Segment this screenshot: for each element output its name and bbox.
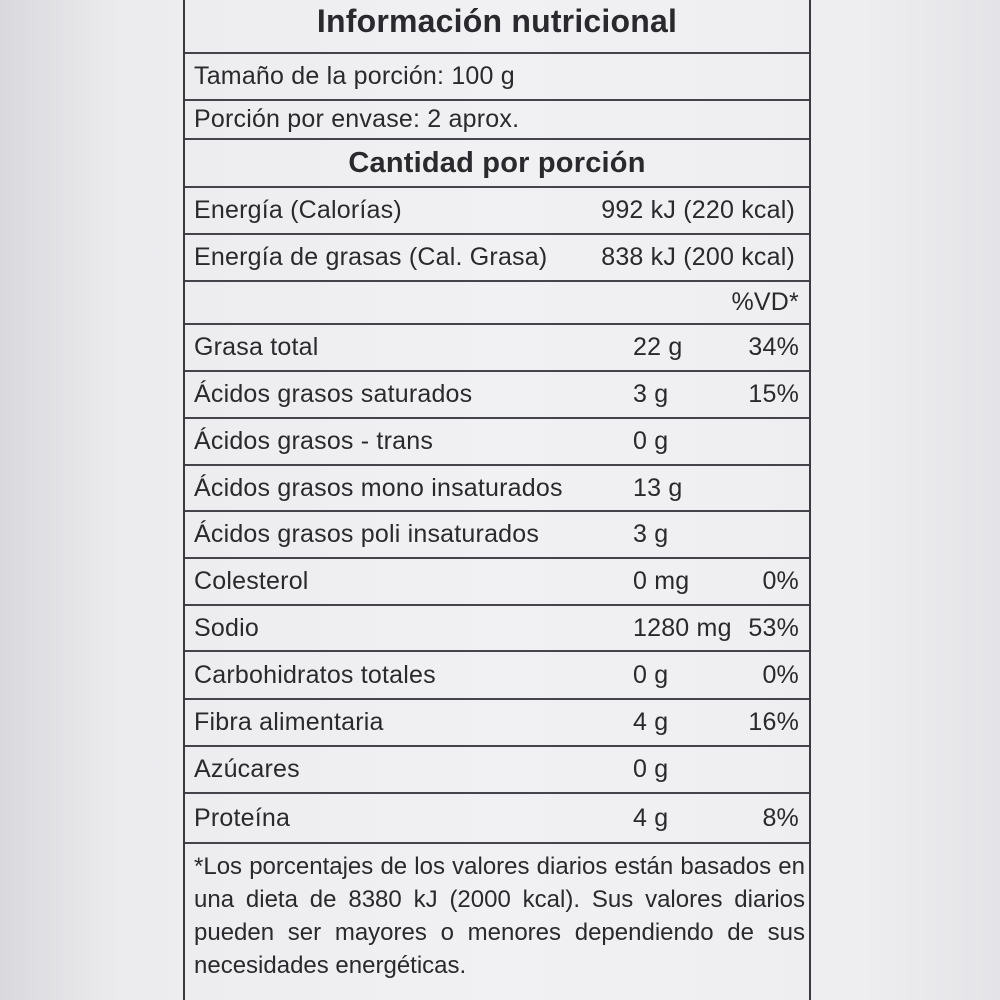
section-heading: Cantidad por porción xyxy=(348,146,646,179)
nutrient-name: Ácidos grasos saturados xyxy=(194,380,473,408)
nutrient-dv: 34% xyxy=(748,333,799,361)
nutrient-amount: 0 mg xyxy=(633,567,690,595)
nutrient-name: Carbohidratos totales xyxy=(194,660,436,689)
nutrient-amount: 4 g xyxy=(633,803,669,832)
nutrient-row xyxy=(185,466,809,512)
nutrient-name: Ácidos grasos mono insaturados xyxy=(194,473,563,502)
nutrient-amount: 4 g xyxy=(633,708,669,736)
nutrient-name: Ácidos grasos - trans xyxy=(194,427,434,455)
nutrient-row xyxy=(185,559,809,606)
nutrient-dv: 0% xyxy=(762,567,799,595)
nutrient-row xyxy=(185,700,809,747)
fat-energy-label: Energía de grasas (Cal. Grasa) xyxy=(194,243,548,271)
nutrient-row xyxy=(185,325,809,372)
serving-size: Tamaño de la porción: 100 g xyxy=(194,62,515,90)
nutrient-name: Fibra alimentaria xyxy=(194,708,384,736)
nutrient-amount: 0 g xyxy=(633,427,669,455)
nutrient-name: Ácidos grasos poli insaturados xyxy=(194,520,540,548)
nutrient-dv: 16% xyxy=(748,708,799,736)
nutrient-name: Grasa total xyxy=(194,333,319,361)
nutrient-amount: 0 g xyxy=(633,755,669,783)
nutrient-row xyxy=(185,652,809,700)
nutrient-dv: 8% xyxy=(762,803,799,832)
dv-header: %VD* xyxy=(731,288,799,316)
energy-value: 992 kJ (220 kcal) xyxy=(601,196,795,224)
serving-size-row xyxy=(185,54,809,101)
nutrition-facts-label xyxy=(183,0,811,1000)
energy-row xyxy=(185,188,809,235)
servings-per-container: Porción por envase: 2 aprox. xyxy=(194,105,520,133)
nutrient-row xyxy=(185,606,809,652)
nutrient-name: Colesterol xyxy=(194,567,309,595)
nutrient-row xyxy=(185,747,809,794)
nutrient-amount: 13 g xyxy=(633,473,683,502)
dv-header-row xyxy=(185,282,809,325)
fat-energy-value: 838 kJ (200 kcal) xyxy=(601,243,795,271)
label-title: Información nutricional xyxy=(316,2,678,39)
nutrient-dv: 0% xyxy=(762,660,799,689)
nutrient-amount: 3 g xyxy=(633,520,669,548)
nutrient-row xyxy=(185,372,809,419)
servings-per-container-row xyxy=(185,101,809,140)
nutrient-amount: 0 g xyxy=(633,660,669,689)
nutrient-dv: 15% xyxy=(748,380,799,408)
nutrient-name: Sodio xyxy=(194,613,259,642)
nutrient-dv: 53% xyxy=(748,613,799,642)
nutrient-name: Proteína xyxy=(194,803,291,832)
fat-energy-row xyxy=(185,235,809,282)
nutrient-row xyxy=(185,794,809,844)
energy-label: Energía (Calorías) xyxy=(194,196,402,224)
nutrient-row xyxy=(185,512,809,559)
title-row xyxy=(185,0,809,54)
nutrient-row xyxy=(185,419,809,466)
nutrient-amount: 1280 mg xyxy=(633,613,732,642)
nutrient-amount: 22 g xyxy=(633,333,683,361)
nutrient-name: Azúcares xyxy=(194,755,300,783)
section-heading-row xyxy=(185,140,809,188)
nutrient-amount: 3 g xyxy=(633,380,669,408)
daily-value-footnote: *Los porcentajes de los valores diarios están basados en una dieta de 8380 kJ (2000 kcal). Sus valores diarios pueden ser mayores o menores dependiendo de sus necesidades energéticas. xyxy=(194,853,805,979)
